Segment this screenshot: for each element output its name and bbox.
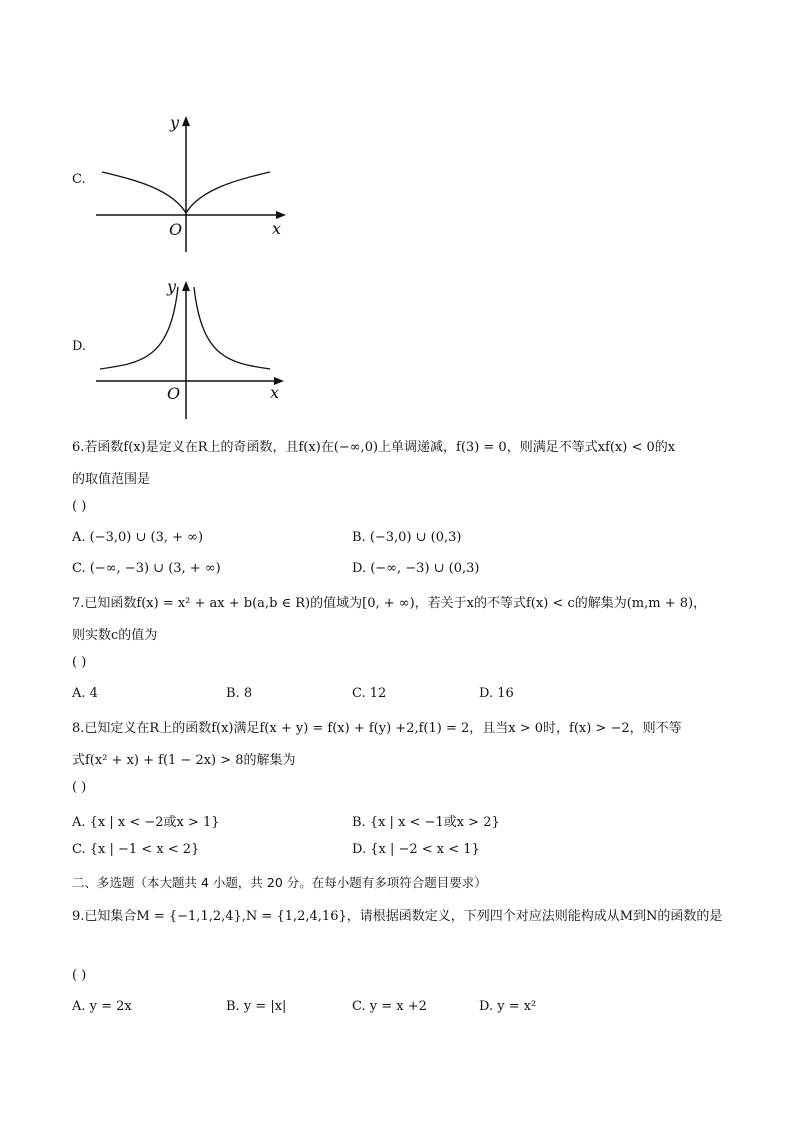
graph-c-x-label: x — [272, 219, 282, 238]
graph-d-y-label: y — [167, 277, 177, 296]
graph-c-curve-left — [102, 172, 186, 213]
graph-c-figure — [92, 110, 292, 255]
q7-answer-paren: ( ) — [72, 655, 87, 670]
graph-d-curve-left — [100, 287, 178, 369]
q7-option-d: D. 16 — [479, 686, 514, 701]
q6-option-c: C. (−∞, −3) ∪ (3, + ∞) — [72, 561, 221, 576]
q8-stem-line1: 8.已知定义在R上的函数f(x)满足f(x + y) = f(x) + f(y) +2,f(1) = 2，且当x > 0时，f(x) > −2，则不等 — [72, 721, 682, 736]
q7-option-a: A. 4 — [72, 686, 98, 701]
graph-d-curve-right — [194, 287, 270, 369]
section2-heading: 二、多选题（本大题共 4 小题，共 20 分。在每小题有多项符合题目要求） — [72, 875, 487, 890]
q9-option-c: C. y = x +2 — [352, 999, 427, 1014]
q8-option-b: B. {x | x < −1或x > 2} — [352, 815, 500, 830]
q7-stem-line1: 7.已知函数f(x) = x² + ax + b(a,b ∈ R)的值域为[0, + ∞)，若关于x的不等式f(x) < c的解集为(m,m + 8)， — [72, 596, 707, 611]
graph-d-figure — [92, 277, 292, 422]
q8-option-a: A. {x | x < −2或x > 1} — [72, 815, 220, 830]
graph-d-x-label: x — [270, 383, 280, 402]
graph-c-origin-label: O — [169, 220, 183, 239]
q6-option-d: D. (−∞, −3) ∪ (0,3) — [352, 561, 480, 576]
q8-option-c: C. {x | −1 < x < 2} — [72, 842, 200, 857]
q6-stem-line2: 的取值范围是 — [72, 472, 151, 487]
q8-option-d: D. {x | −2 < x < 1} — [352, 842, 480, 857]
q7-option-b: B. 8 — [226, 686, 253, 701]
q6-option-a: A. (−3,0) ∪ (3, + ∞) — [72, 530, 204, 545]
q8-stem-line2: 式f(x² + x) + f(1 − 2x) > 8的解集为 — [72, 753, 296, 768]
graph-c-curve-right — [186, 172, 270, 213]
q9-option-b: B. y = |x| — [226, 999, 287, 1014]
graph-d-y-arrow — [182, 281, 190, 291]
q6-option-b: B. (−3,0) ∪ (0,3) — [352, 530, 462, 545]
graph-c-x-arrow — [276, 211, 286, 219]
q6-answer-paren: ( ) — [72, 499, 87, 514]
q9-option-a: A. y = 2x — [72, 999, 132, 1014]
q9-option-d: D. y = x² — [479, 999, 537, 1014]
graph-c-label: C. — [72, 172, 86, 187]
graph-d-origin-label: O — [167, 384, 181, 403]
q7-stem-line2: 则实数c的值为 — [72, 628, 158, 643]
graph-c-y-arrow — [182, 116, 190, 126]
graph-d-label: D. — [72, 339, 87, 354]
q8-answer-paren: ( ) — [72, 780, 87, 795]
q9-stem-line1: 9.已知集合M = {−1,1,2,4},N = {1,2,4,16}，请根据函数定义，下列四个对应法则能构成从M到N的函数的是 — [72, 909, 723, 924]
q7-option-c: C. 12 — [352, 686, 387, 701]
q6-stem-line1: 6.若函数f(x)是定义在R上的奇函数，且f(x)在(−∞,0)上单调递减，f(3) = 0，则满足不等式xf(x) < 0的x — [72, 440, 676, 455]
graph-c-y-label: y — [170, 113, 180, 132]
q9-answer-paren: ( ) — [72, 968, 87, 983]
